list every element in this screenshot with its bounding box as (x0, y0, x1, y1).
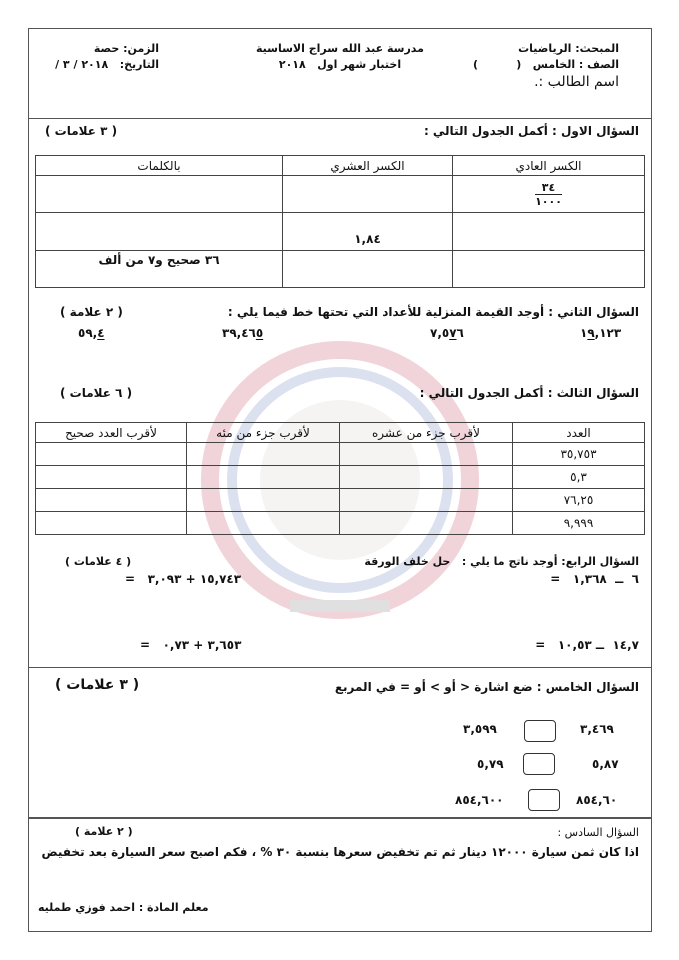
answer-cell[interactable] (453, 251, 645, 288)
answer-cell[interactable] (453, 213, 645, 251)
q3-title: السؤال الثالث : أكمل الجدول التالي : (419, 386, 639, 400)
q5-title: السؤال الخامس : ضع اشارة < أو > أو = في المربع (334, 680, 639, 694)
answer-box[interactable] (524, 720, 556, 742)
compare-right: ٨٥٤,٦٠٠ (455, 793, 504, 807)
exam-title: اختبار شهر اول ٢٠١٨ (278, 58, 402, 71)
compare-right: ٥,٧٩ (477, 757, 504, 771)
q4-title: السؤال الرابع: أوجد ناتج ما يلي : حل خلف الورقة (364, 555, 639, 568)
q2-title: السؤال الثاني : أوجد القيمة المنزلية للأعداد التي تحتها خط فيما يلي : (227, 305, 639, 319)
grade: الصف : الخامس ( ) (472, 58, 619, 71)
q6-marks: ( ٢ علامة ) (75, 825, 133, 838)
fraction-cell: ٣٤ ١٠٠٠ (453, 176, 645, 213)
col-header: الكسر العادي (453, 156, 645, 176)
q2-marks: ( ٢ علامة ) (60, 305, 123, 319)
col-header: الكسر العشري (283, 156, 453, 176)
q6-text: اذا كان ثمن سيارة ١٢٠٠٠ دينار ثم تم تخفيض سعرها بنسبة ٣٠ % ، فكم اصبح سعر السيارة بعد تخفيض (41, 845, 639, 859)
compare-right: ٣,٥٩٩ (463, 722, 497, 736)
q4-expr: ١٤,٧ ــ ١٠,٥٣ = (535, 638, 639, 652)
words-value: ٣٦ صحيح و٧ من ألف (36, 251, 283, 288)
col-header: بالكلمات (36, 156, 283, 176)
q5-marks: ( ٣ علامات ) (55, 677, 140, 693)
q3-marks: ( ٦ علامات ) (60, 386, 133, 400)
time-field: الزمن: حصة (93, 42, 159, 55)
answer-box[interactable] (523, 753, 555, 775)
q6-title: السؤال السادس : (557, 826, 639, 839)
q3-table: العدد لأقرب جزء من عشره لأقرب جزء من مئه لأقرب العدد صحيح ٣٥,٧٥٣ ٥,٣ ٧٦,٢٥ ٩,٩٩٩ (35, 422, 645, 535)
divider (28, 118, 652, 119)
q2-number: ٧,٥٧٦ (430, 326, 464, 340)
teacher-name: معلم المادة : احمد فوزي طمليه (38, 901, 209, 914)
answer-box[interactable] (528, 789, 560, 811)
compare-left: ٣,٤٦٩ (580, 722, 614, 736)
q2-number: ١٩,١٢٣ (580, 326, 622, 340)
subject: المبحث: الرياضيات (518, 42, 619, 55)
divider (28, 667, 652, 668)
answer-cell[interactable] (36, 213, 283, 251)
answer-cell[interactable] (36, 176, 283, 213)
date-field: التاريخ: ٢٠١٨ / ٣ / (55, 58, 159, 71)
student-name-label: اسم الطالب :. (534, 74, 619, 90)
q4-expr: ١٥,٧٤٣ + ٣,٠٩٣ = (125, 572, 242, 586)
q2-number: ٥٩,٤ (78, 326, 105, 340)
decimal-value: ١,٨٤ (354, 232, 381, 246)
compare-left: ٥,٨٧ (592, 757, 619, 771)
q2-number: ٣٩,٤٦٥ (222, 326, 264, 340)
q1-table (35, 155, 645, 288)
school-name: مدرسة عبد الله سراج الاساسية (256, 42, 424, 55)
q4-expr: ٦ ــ ١,٣٦٨ = (550, 572, 639, 586)
compare-left: ٨٥٤,٦٠ (576, 793, 618, 807)
divider (28, 817, 652, 819)
q1-marks: ( ٣ علامات ) (45, 124, 118, 138)
q1-title: السؤال الاول : أكمل الجدول التالي : (423, 124, 639, 138)
q4-expr: ٣,٦٥٣ + ٠,٧٣ = (140, 638, 242, 652)
answer-cell[interactable] (283, 176, 453, 213)
q4-marks: ( ٤ علامات ) (65, 555, 132, 568)
answer-cell[interactable] (283, 251, 453, 288)
